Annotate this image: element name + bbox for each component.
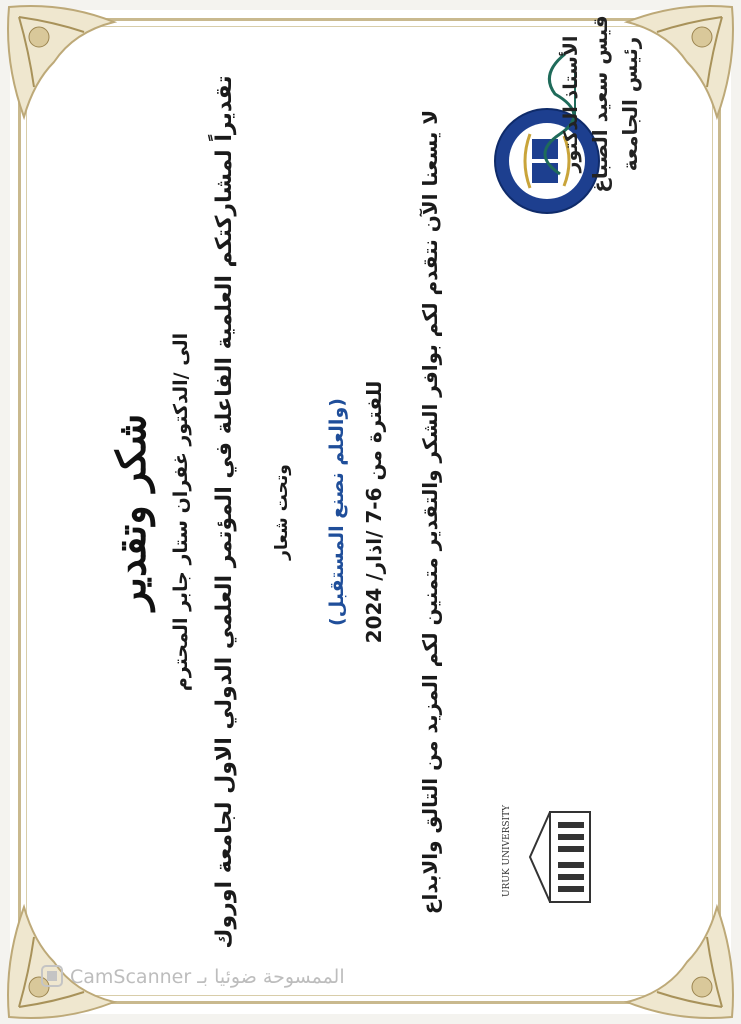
theme-label: وتحت شعار <box>272 464 292 560</box>
certificate-title: شكر وتقدير <box>108 413 155 611</box>
uruk-university-logo-icon <box>520 802 600 912</box>
signature-name: قيس سعيد الصباغ <box>588 15 612 193</box>
closing-line: لا يسعنا الآن نتقدم لكم بوافر الشكر والتقدير متمنين لكم المزيد من التالق والابداع <box>418 109 442 915</box>
camscanner-icon <box>40 964 64 988</box>
reason-line: تقديراً لمشاركتكم العلمية الفاعلة في المؤتمر العلمي الدولي الاول لجامعة اوروك <box>212 75 237 949</box>
period-line: للفترة من 6-7 /اذار/ 2024 <box>362 380 386 644</box>
theme-slogan: (والعلم نصنع المستقبل) <box>326 398 348 626</box>
signature-block <box>560 14 642 194</box>
signature-title: الأستاذ الدكتور <box>560 35 582 173</box>
uruk-logo-text: URUK UNIVERSITY <box>502 804 512 898</box>
signature-role: رئيس الجامعة <box>618 36 642 172</box>
recipient-line: الى /الدكتور غفران ستار جابر المحترم <box>170 332 192 692</box>
scanner-watermark: الممسوحة ضوئيا بـ CamScanner <box>70 966 345 988</box>
